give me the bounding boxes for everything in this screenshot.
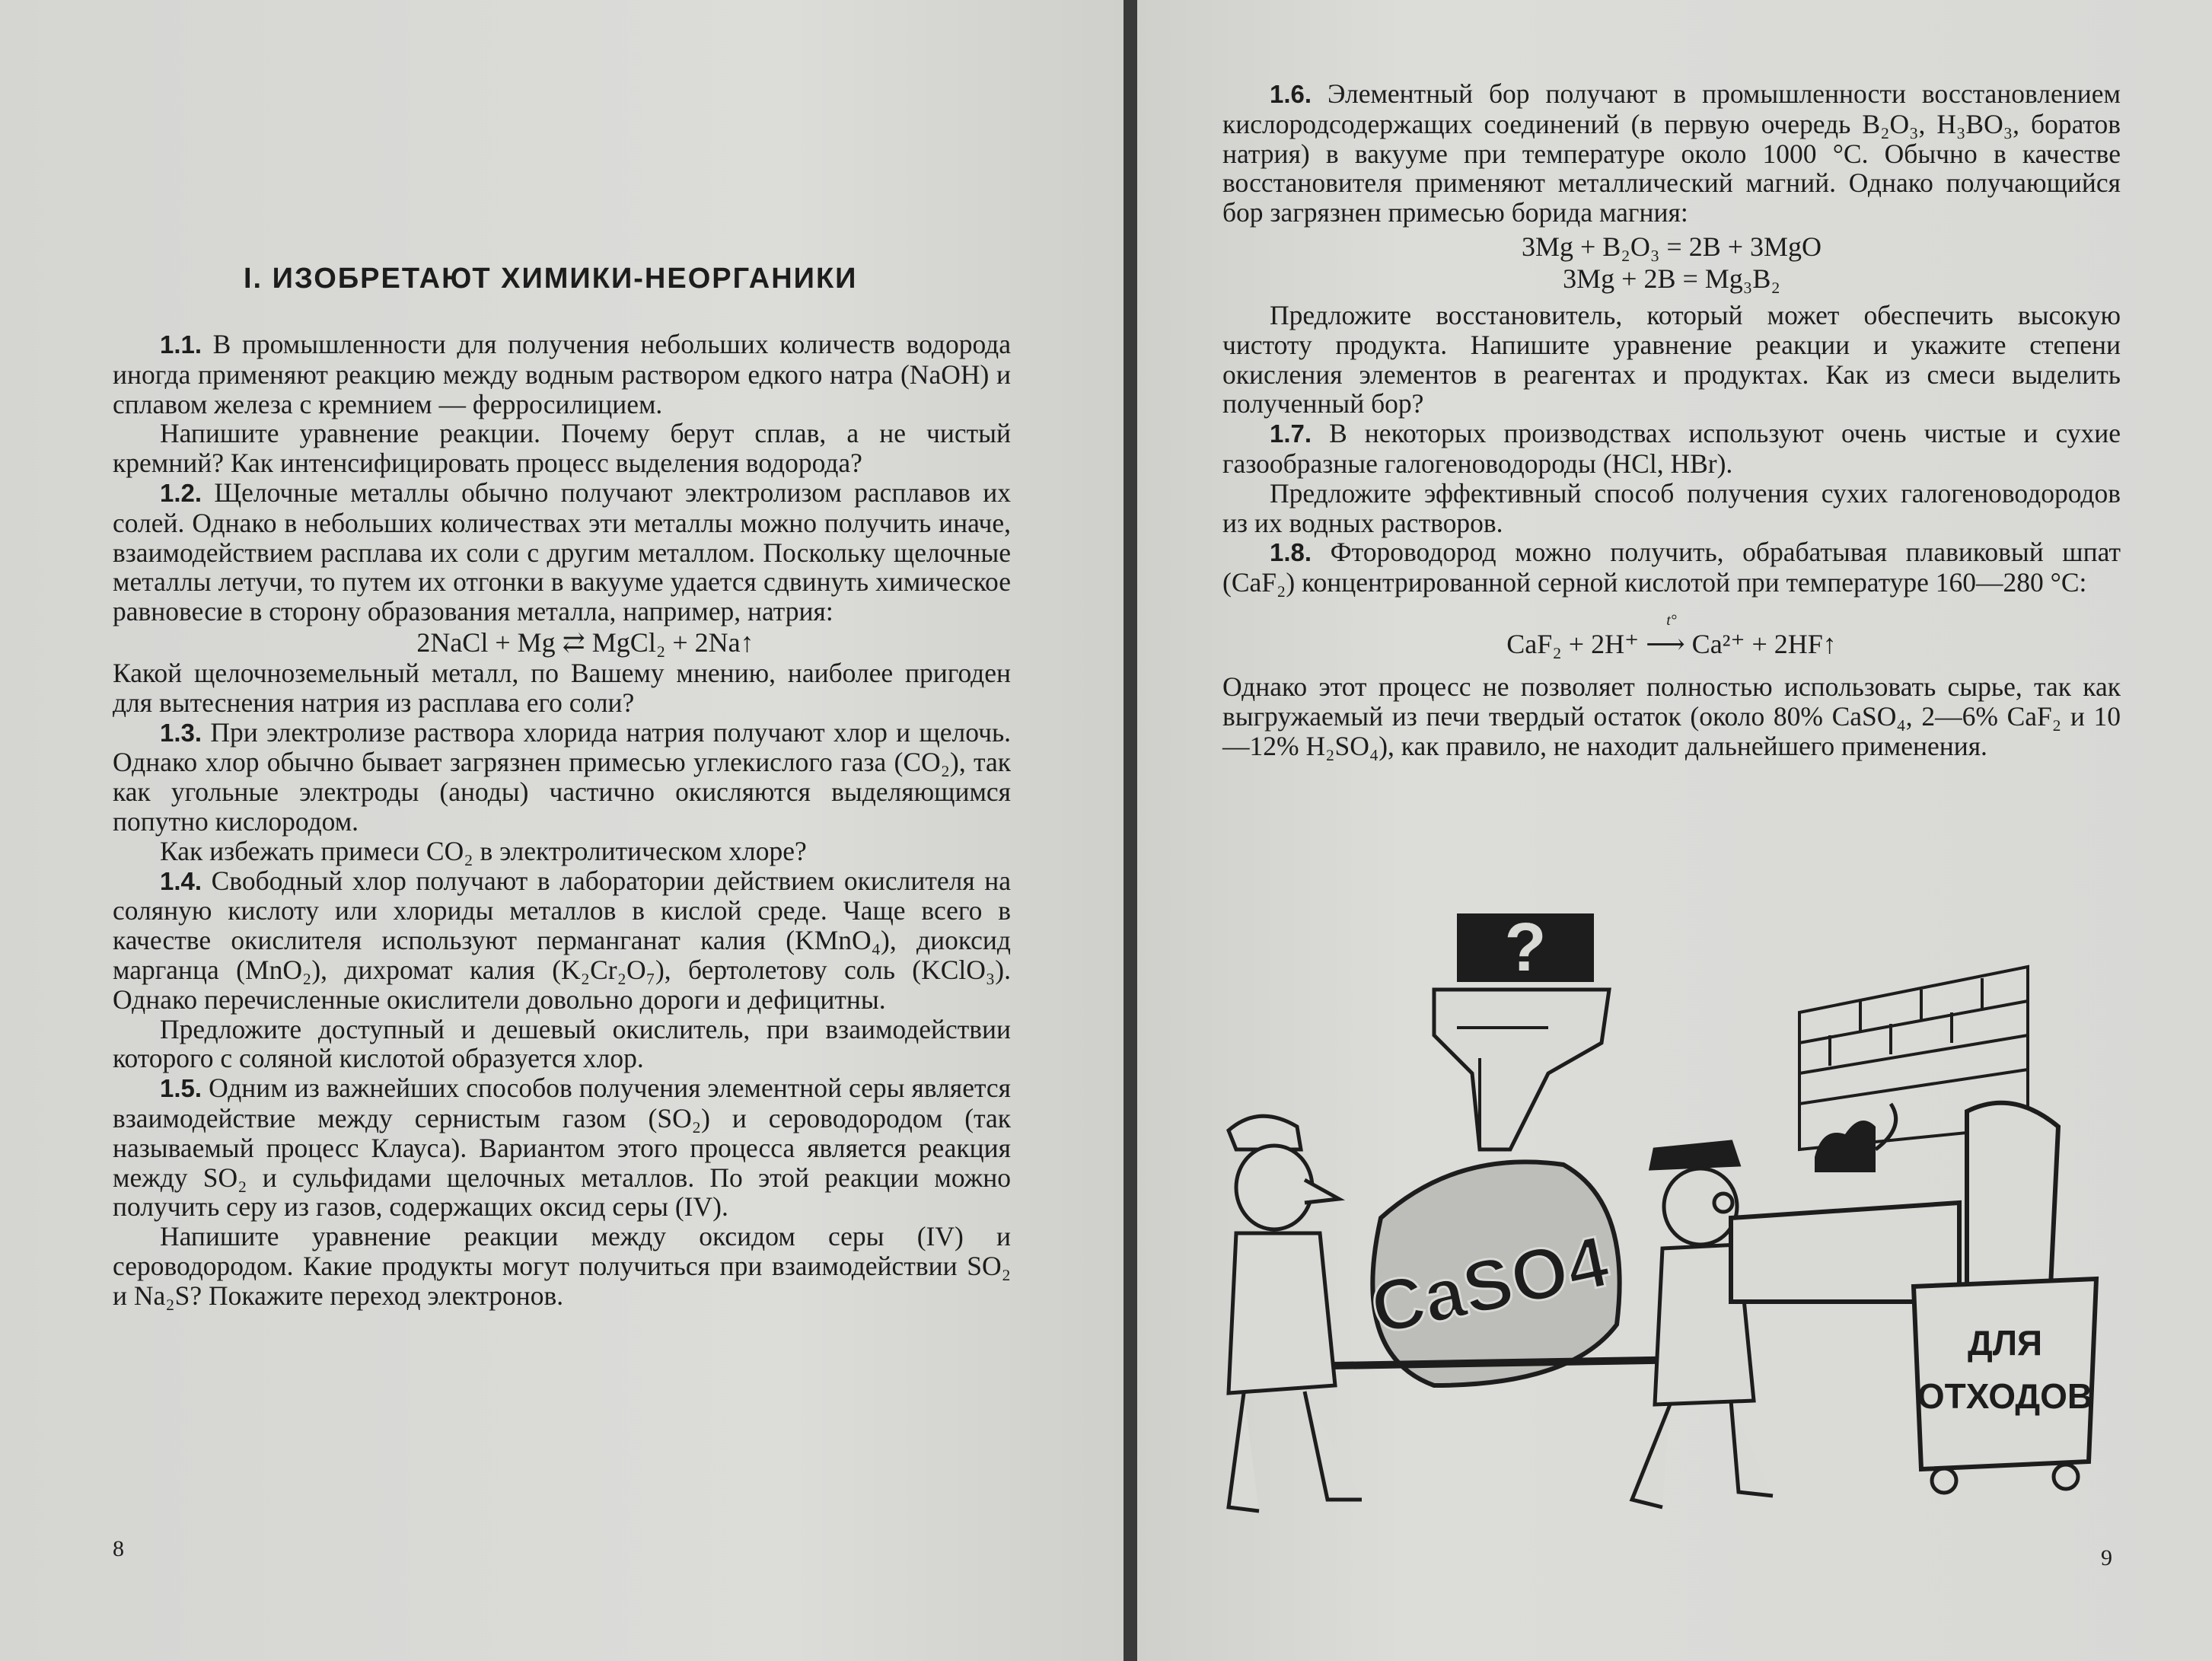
- page-number-left: 8: [113, 1536, 124, 1561]
- problem-text: Свободный хлор получают в лаборатории действием окислителя на соляную кислоту или хлориды металлов в кислой среде. Чаще всего в качестве окислителя используют перманганат калия (KMnO₄), диоксид марганца (MnO₂), дихромат калия (K₂Cr₂O₇), бертолетову соль (KClO₃). Однако перечисленные окислители довольно дороги и дефицитны.: [113, 865, 1011, 1015]
- problem-number: 1.3.: [160, 718, 202, 747]
- problem-1-4: [113, 866, 1011, 1015]
- problem-1-5-question: Напишите уравнение реакции между оксидом серы (IV) и сероводородом. Какие продукты могут получиться при взаимодействии SO₂ и Na₂S? Покажите переход электронов.: [113, 1221, 1011, 1311]
- cat-icon: [1815, 1104, 1896, 1172]
- problem-1-8-question: Однако этот процесс не позволяет полностью использовать сырье, так как выгружаемый из печи твердый остаток (около 80% CaSO₄, 2—6% CaF₂ и 10—12% H₂SO₄), как правило, не находит дальнейшего применения.: [1222, 671, 2121, 761]
- worker-right: [1632, 1142, 1773, 1507]
- problem-number: 1.4.: [160, 866, 202, 895]
- problem-number: 1.8.: [1270, 538, 1312, 567]
- problem-number: 1.5.: [160, 1074, 202, 1103]
- problem-1-1: [113, 330, 1011, 419]
- waste-cartoon-illustration: [1206, 898, 2119, 1522]
- bin-label-1: ДЛЯ: [1967, 1323, 2043, 1363]
- equation-1-8-block: [1222, 613, 2121, 660]
- problem-1-8: [1222, 537, 2121, 598]
- bin-label-2: ОТХОДОВ: [1917, 1376, 2093, 1416]
- problem-text: Фтороводород можно получить, обрабатывая плавиковый шпат (CaF₂) концентрированной серной кислотой при температуре 160—280 °C:: [1222, 537, 2121, 598]
- right-text-column: [1222, 79, 2121, 760]
- question-mark-label: ?: [1504, 910, 1547, 986]
- equation-1-8: CaF₂ + 2H⁺ ⟶ Ca²⁺ + 2HF↑: [1506, 628, 1837, 659]
- problem-1-3-question: Как избежать примеси CO₂ в электролитическом хлоре?: [160, 835, 807, 866]
- problem-1-7: [1222, 419, 2121, 479]
- problem-number: 1.7.: [1270, 419, 1312, 448]
- problem-number: 1.2.: [160, 478, 202, 507]
- book-gutter: [1124, 0, 1137, 1661]
- waste-bin: [1914, 1279, 2096, 1493]
- worker-left: [1229, 1116, 1362, 1511]
- left-text-column: [113, 330, 1011, 1311]
- furnace: [1731, 1103, 2058, 1302]
- problem-1-1-question: Напишите уравнение реакции. Почему берут сплав, а не чистый кремний? Как интенсифицировать процесс выделения водорода?: [113, 418, 1011, 479]
- problem-1-7-question: Предложите эффективный способ получения сухих галогеноводородов из их водных растворов.: [1222, 477, 2121, 538]
- equations-1-6: [1222, 231, 2121, 295]
- problem-text: В промышленности для получения небольших количеств водорода иногда применяют реакцию между водным раствором едкого натра (NaOH) и сплавом железа с кремнием — ферросилицием.: [113, 329, 1012, 419]
- problem-text: При электролизе раствора хлорида натрия получают хлор и щелочь. Однако хлор обычно бывает загрязнен примесью углекислого газа (CO₂), так как угольные электроды (аноды) частично окисляются выделяющимся попутно кислородом.: [113, 716, 1012, 837]
- problem-text: Элементный бор получают в промышленности восстановлением кислородсодержащих соединений (в первую очередь B₂O₃, H₃BO₃, боратов натрия) в вакууме при температуре около 1000 °C. Обычно в качестве восстановителя применяют металлический магний. Однако получающийся бор загрязнен примесью борида магния:: [1222, 78, 2121, 228]
- problem-text: Одним из важнейших способов получения элементной серы является взаимодействие между сернистым газом (SO₂) и сероводородом (так называемый процесс Клауса). Вариантом этого процесса является реакция между SO₂ и сульфидами щелочных металлов. По этой реакции можно получить серу из газов, содержащих оксид серы (IV).: [113, 1073, 1011, 1223]
- caso4-sack: [1364, 1162, 1619, 1385]
- problem-1-6: [1222, 79, 2121, 228]
- problem-text: В некоторых производствах используют очень чистые и сухие газообразные галогеноводороды (HCl, HBr).: [1222, 418, 2121, 479]
- page-number-right: 9: [2101, 1545, 2112, 1570]
- reaction-condition: t°: [1666, 611, 1677, 629]
- pointing-hand-icon: [1434, 910, 1609, 1149]
- problem-number: 1.1.: [160, 330, 202, 359]
- problem-1-2: [113, 478, 1011, 626]
- problem-1-5: [113, 1073, 1011, 1222]
- problem-number: 1.6.: [1270, 80, 1312, 108]
- problem-1-4-question: Предложите доступный и дешевый окислитель, при взаимодействии которого с соляной кислотой образуется хлор.: [113, 1013, 1011, 1074]
- problem-1-3: [113, 718, 1011, 837]
- problem-1-6-question: Предложите восстановитель, который может обеспечить высокую чистоту продукта. Напишите уравнение реакции и укажите степени окисления элементов в реагентах и продуктах. Как из смеси выделить полученный бор?: [1222, 299, 2121, 419]
- equation-1-6-a: 3Mg + B₂O₃ = 2B + 3MgO: [1521, 231, 1822, 262]
- chapter-heading: I. ИЗОБРЕТАЮТ ХИМИКИ-НЕОРГАНИКИ: [244, 263, 858, 295]
- sack-label: CaSO4: [1364, 1220, 1616, 1350]
- equation-1-2: 2NaCl + Mg ⇄ MgCl₂ + 2Na↑: [416, 626, 754, 658]
- equation-1-6-b: 3Mg + 2B = Mg₃B₂: [1563, 263, 1780, 294]
- right-page: [1137, 0, 2212, 1661]
- problem-1-2-question: Какой щелочноземельный металл, по Вашему мнению, наиболее пригоден для вытеснения натрия из расплава его соли?: [113, 657, 1011, 718]
- problem-text: Щелочные металлы обычно получают электролизом расплавов их солей. Однако в небольших количествах эти металлы можно получить иначе, взаимодействием расплава их соли с другим металлом. Поскольку щелочные металлы летучи, то путем их отгонки в вакууме удается сдвинуть химическое равновесие в сторону образования металла, например, натрия:: [113, 477, 1011, 627]
